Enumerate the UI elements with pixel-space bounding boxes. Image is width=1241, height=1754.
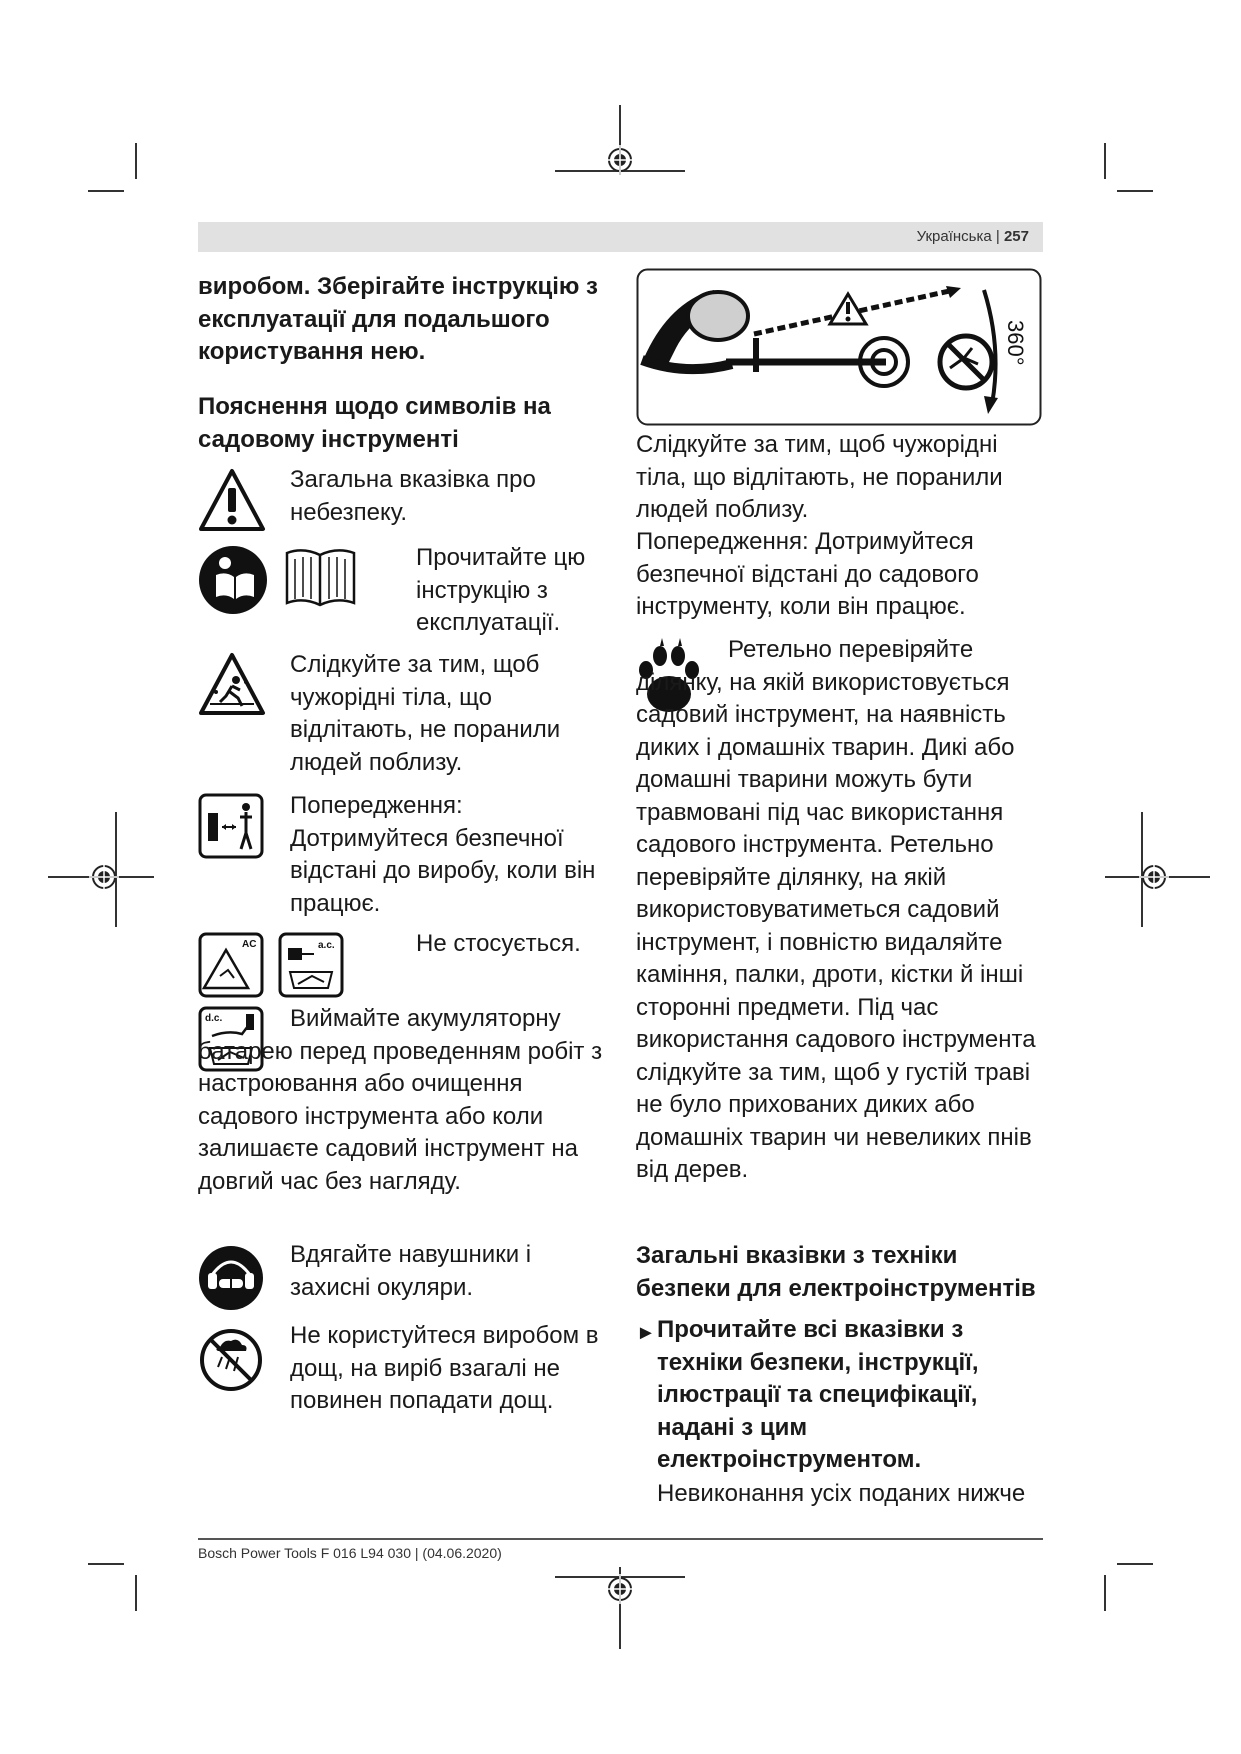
crop-mark [88, 190, 124, 192]
crop-mark [1117, 1563, 1153, 1565]
flying-objects-icon [198, 652, 266, 716]
page-header [198, 222, 1043, 252]
animal-text: Ретельно перевіряйте ділянку, на якій використовується садовий інструмент, на наявність диких і домашніх тварин. Дикі або домашні тварини можуть бути травмовані під час використання садового інструмента. Ретельно перевіряйте ділянку, на якій використовуватиметься садовий інструмент, і повністю видаляйте каміння, палки, дроти, кістки й інші сторонні предмети. Під час використання садового інструмента слідкуйте за тим, щоб у густій траві не було прихованих диких або домашніх тварин чи невеликих пнів від дерев. [636, 636, 1036, 1183]
bullet-arrow-icon: ► [636, 1322, 656, 1344]
crop-mark [88, 1563, 124, 1565]
footer-text: Bosch Power Tools F 016 L94 030 | (04.06.2020) [198, 1545, 502, 1561]
ac-symbols-icon [198, 932, 264, 998]
book-icon [283, 545, 358, 611]
crop-mark [1117, 190, 1153, 192]
symbol-text: Попередження: Дотримуйтеся безпечної відстані до виробу, коли він працює. [290, 792, 596, 917]
ear-eye-protection-icon [198, 1245, 264, 1311]
symbol-text: Не стосується. [416, 930, 581, 957]
throw-hazard-text: Слідкуйте за тим, щоб чужорідні тіла, що відлітають, не поранили людей поблизу. [636, 431, 1003, 523]
symbol-text: Прочитайте цю інструкцію з експлуатації. [416, 544, 586, 636]
crop-mark [1104, 143, 1106, 179]
ac-label: AC [242, 939, 257, 950]
bullet-text: Невиконання усіх поданих нижче [657, 1480, 1026, 1507]
registration-mark-top [550, 105, 690, 225]
intro-text: виробом. Зберігайте інструкцію з експлуатації для подальшого користування нею. [198, 273, 598, 365]
header-language: Українська [916, 228, 992, 245]
no-rain-icon [198, 1327, 264, 1393]
page-number: 257 [1003, 228, 1029, 245]
read-manual-icon [198, 545, 268, 615]
header-label: Українська | 257 [916, 228, 1029, 245]
symbol-text: Загальна вказівка про небезпеку. [290, 466, 536, 526]
symbol-text: Слідкуйте за тим, щоб чужорідні тіла, що відлітають, не поранили людей поблизу. [290, 651, 561, 776]
crop-mark [135, 143, 137, 179]
symbol-text: Вдягайте навушники і захисні окуляри. [290, 1241, 532, 1301]
crop-mark [135, 1575, 137, 1611]
bullet-text-bold: Прочитайте всі вказівки з техніки безпеки, інструкції, ілюстрації та специфікації, надані з цим електроінструментом. [657, 1316, 979, 1473]
ac-label-2: a.c. [318, 940, 335, 951]
crop-mark [1104, 1575, 1106, 1611]
registration-mark-left [48, 812, 158, 932]
symbol-text: Виймайте акумуляторну батарею перед проведенням робіт з настроювання або очищення садового інструмента або коли залишаєте садовий інструмент на довгий час без нагляду. [198, 1005, 603, 1195]
throw-hazard-figure [636, 268, 1042, 426]
figure-label: 360° [1003, 320, 1028, 366]
safe-distance-text: Попередження: Дотримуйтеся безпечної відстані до садового інструменту, коли він працює. [636, 528, 979, 620]
footer-divider [198, 1538, 1043, 1540]
safe-distance-icon [198, 793, 264, 859]
symbols-heading: Пояснення щодо символів на садовому інструменті [198, 393, 551, 453]
ac-plug-icon [278, 932, 344, 998]
warning-triangle-icon [198, 468, 266, 532]
dc-label: d.c. [205, 1013, 223, 1024]
registration-mark-right [1100, 812, 1210, 932]
symbol-text: Не користуйтеся виробом в дощ, на виріб взагалі не повинен попадати дощ. [290, 1322, 599, 1414]
registration-mark-bottom [550, 1567, 690, 1652]
safety-heading: Загальні вказівки з техніки безпеки для електроінструментів [636, 1242, 1036, 1302]
